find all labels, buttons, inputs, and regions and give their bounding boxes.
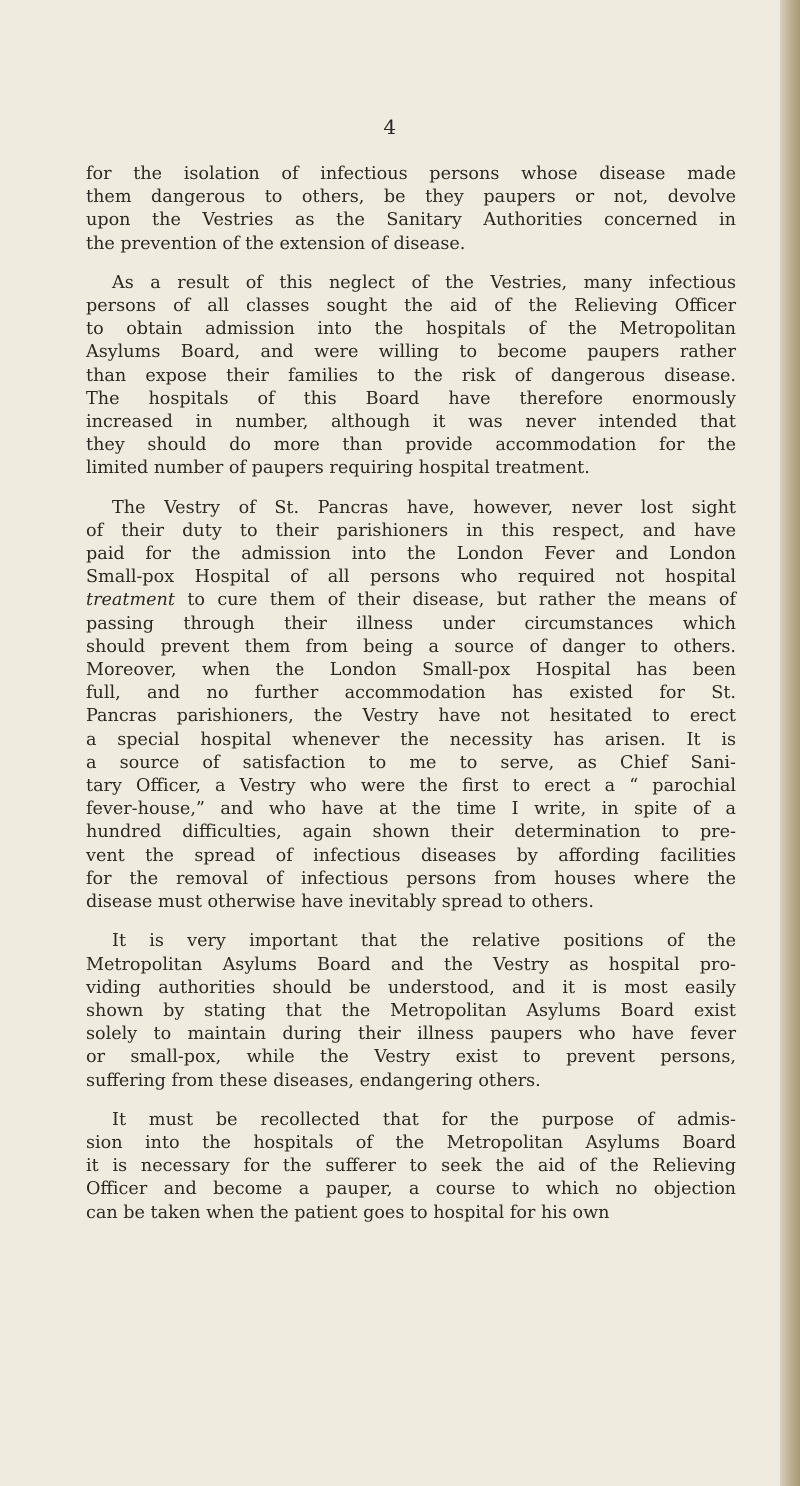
text-line: full, and no further accommodation has existed for St. (86, 683, 736, 704)
text-line: upon the Vestries as the Sanitary Authorities concerned in (86, 210, 736, 231)
text-line: of their duty to their parishioners in this respect, and have (86, 520, 736, 541)
text-line: solely to maintain during their illness paupers who have fever (86, 1024, 736, 1045)
text-line: vent the spread of infectious diseases by affording facilities (86, 845, 736, 866)
text-line: Officer and become a pauper, a course to which no objection (86, 1179, 736, 1200)
text-line: passing through their illness under circumstances which (86, 613, 736, 634)
text-line: the prevention of the extension of disease. (86, 233, 466, 254)
text-line: disease must otherwise have inevitably spread to others. (86, 892, 594, 913)
text-line: suffering from these diseases, endangering others. (86, 1070, 541, 1091)
text-line: tary Officer, a Vestry who were the first to erect a “ parochial (86, 776, 736, 797)
text-line: Small-pox Hospital of all persons who required not hospital (86, 567, 736, 588)
paragraph (60, 1109, 736, 1225)
text-line: they should do more than provide accommodation for the (86, 435, 736, 456)
text-line: sion into the hospitals of the Metropolitan Asylums Board (86, 1132, 736, 1153)
text-line: persons of all classes sought the aid of the Relieving Officer (86, 296, 736, 317)
text-line: hundred difficulties, again shown their determination to pre- (86, 822, 736, 843)
text-line: Asylums Board, and were willing to become paupers rather (86, 342, 736, 363)
page-edge (780, 0, 800, 1486)
text-line: it is necessary for the sufferer to seek the aid of the Relieving (86, 1156, 736, 1177)
text-line: increased in number, although it was never intended that (86, 412, 736, 433)
text-line: treatment to cure them of their disease, but rather the means of (86, 590, 736, 611)
paragraph (60, 930, 736, 1092)
text-line: Pancras parishioners, the Vestry have not hesitated to erect (86, 706, 736, 727)
text-line: limited number of paupers requiring hospital treatment. (86, 458, 590, 479)
page-number: 4 (383, 115, 397, 139)
text-line: for the removal of infectious persons from houses where the (86, 868, 736, 889)
text-line: As a result of this neglect of the Vestries, many infectious (112, 272, 736, 293)
text-line: a special hospital whenever the necessity has arisen. It is (86, 729, 736, 750)
paragraph (60, 272, 736, 481)
text-line: It is very important that the relative positions of the (112, 931, 736, 952)
text-line: shown by stating that the Metropolitan Asylums Board exist (86, 1000, 736, 1021)
text-line: them dangerous to others, be they paupers or not, devolve (86, 187, 736, 208)
text-line: paid for the admission into the London Fever and London (86, 544, 736, 565)
text-line: should prevent them from being a source of danger to others. (86, 636, 736, 657)
text-line: a source of satisfaction to me to serve, as Chief Sani- (86, 752, 736, 773)
text-line: Moreover, when the London Small-pox Hospital has been (86, 660, 736, 681)
text-line: The Vestry of St. Pancras have, however, never lost sight (112, 497, 736, 518)
text-line: It must be recollected that for the purpose of admis- (112, 1109, 736, 1130)
text-line: fever-house,” and who have at the time I write, in spite of a (86, 799, 736, 820)
text-line: for the isolation of infectious persons whose disease made (86, 164, 736, 184)
text-line: to obtain admission into the hospitals of the Metropolitan (86, 319, 736, 340)
text-line: can be taken when the patient goes to hospital for his own (86, 1202, 610, 1223)
paragraph (60, 497, 736, 915)
paragraph (60, 163, 736, 256)
text-line: Metropolitan Asylums Board and the Vestry as hospital pro- (86, 954, 736, 975)
text-line: or small-pox, while the Vestry exist to prevent persons, (86, 1047, 736, 1068)
text-line: than expose their families to the risk of dangerous disease. (86, 365, 736, 386)
text-line: viding authorities should be understood, and it is most easily (86, 977, 736, 998)
text-line: The hospitals of this Board have therefore enormously (86, 388, 736, 409)
body-text (60, 163, 736, 1241)
